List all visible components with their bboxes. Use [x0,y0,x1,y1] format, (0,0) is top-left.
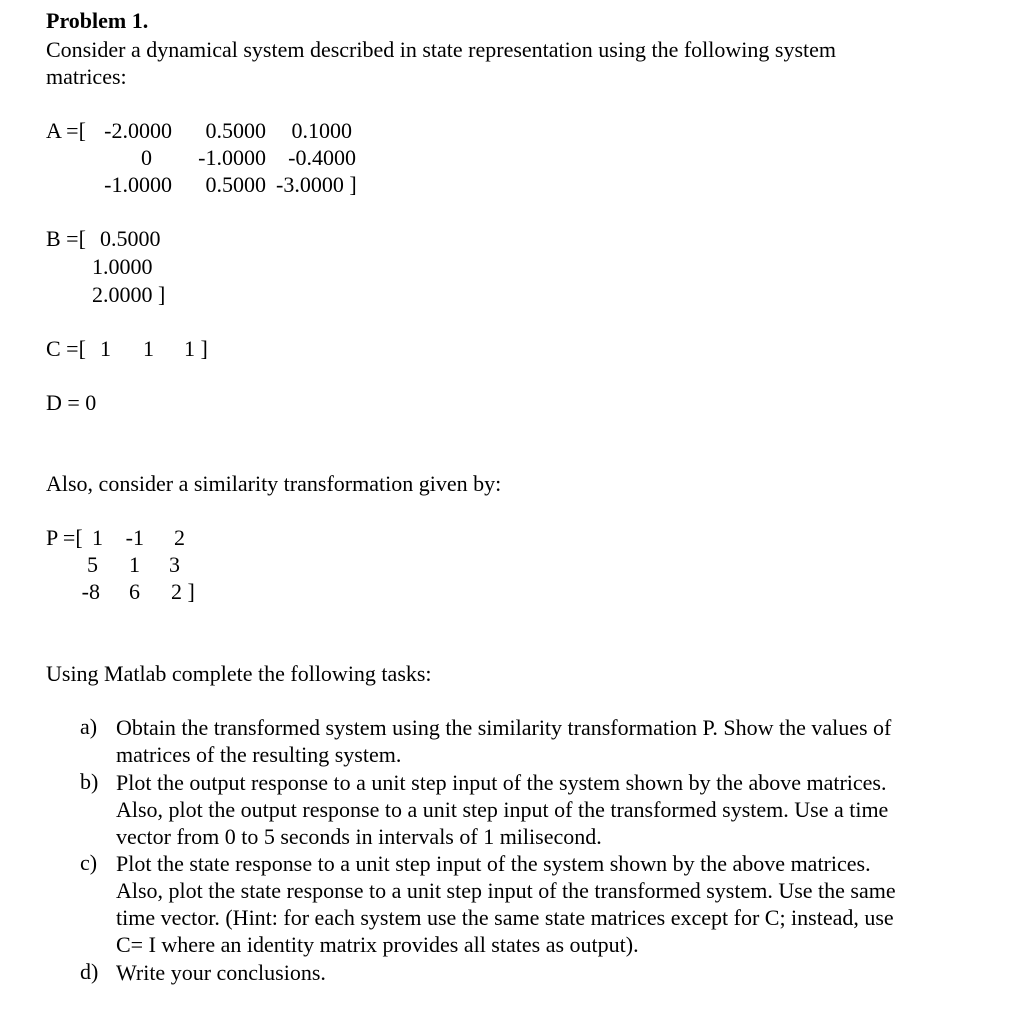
task-c-line-3: time vector. (Hint: for each system use the same state matrices except for C; instead, use [116,905,894,930]
matrix-a-r3c3: -3.0000 ] [276,172,357,197]
matrix-a-r1c3: 0.1000 [291,118,352,143]
task-label: d) [80,959,99,984]
task-label: c) [80,850,98,875]
matrix-c-v3: 1 ] [184,336,208,361]
matrix-p-r3c2: 6 [129,579,140,604]
task-b-line-2: Also, plot the output response to a unit step input of the transformed system. Use a time [116,797,889,822]
task-label: a) [80,714,98,739]
task-c-line-1: Plot the state response to a unit step input of the system shown by the above matrices. [116,851,871,876]
matrix-b-r1: 0.5000 [100,226,161,251]
tasks-intro: Using Matlab complete the following tasks: [46,661,432,686]
matrix-p-r1c2: -1 [125,525,144,550]
matrix-p-r1c3: 2 [174,525,185,550]
matrix-p-r3c1: -8 [81,579,100,604]
matrix-a-r2c1: 0 [141,145,152,170]
task-c-line-2: Also, plot the state response to a unit step input of the transformed system. Use the same [116,878,896,903]
matrix-p-r3c3: 2 ] [171,579,195,604]
task-label: b) [80,769,99,794]
matrix-c-v1: 1 [100,336,111,361]
task-d-line-1: Write your conclusions. [116,960,326,985]
matrix-p-prefix: P =[ [46,525,83,550]
matrix-p-r2c1: 5 [87,552,98,577]
matrix-p-r2c2: 1 [129,552,140,577]
task-b-line-1: Plot the output response to a unit step input of the system shown by the above matrices. [116,770,887,795]
matrix-a-r2c3: -0.4000 [288,145,356,170]
matrix-a-prefix: A =[ [46,118,86,143]
matrix-b-r2: 1.0000 [92,254,153,279]
similarity-intro: Also, consider a similarity transformation given by: [46,471,502,496]
matrix-p-r1c1: 1 [92,525,103,550]
task-a-line-1: Obtain the transformed system using the similarity transformation P. Show the values of [116,715,892,740]
matrix-b-prefix: B =[ [46,226,86,251]
matrix-a-r1c2: 0.5000 [205,118,266,143]
task-b-line-3: vector from 0 to 5 seconds in intervals of 1 milisecond. [116,824,602,849]
matrix-a-r1c1: -2.0000 [104,118,172,143]
matrix-b-r3: 2.0000 ] [92,282,166,307]
matrix-a-r2c2: -1.0000 [198,145,266,170]
matrix-c-v2: 1 [143,336,154,361]
matrix-a-r3c1: -1.0000 [104,172,172,197]
matrix-d: D = 0 [46,390,97,415]
intro-line-2: matrices: [46,64,127,89]
task-a-line-2: matrices of the resulting system. [116,742,402,767]
matrix-c-prefix: C =[ [46,336,86,361]
matrix-a-r3c2: 0.5000 [205,172,266,197]
task-c-line-4: C= I where an identity matrix provides all states as output). [116,932,639,957]
problem-title: Problem 1. [46,8,149,33]
intro-line-1: Consider a dynamical system described in state representation using the following system [46,37,836,62]
matrix-p-r2c3: 3 [169,552,180,577]
